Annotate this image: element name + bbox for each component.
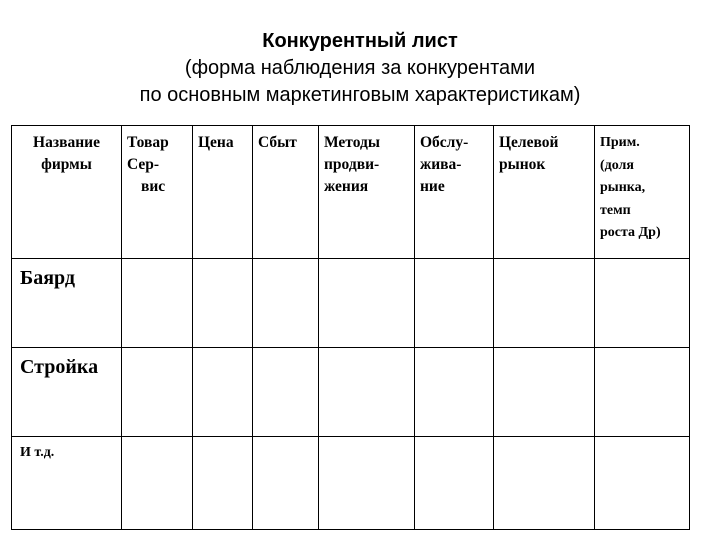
page-title: Конкурентный лист [262, 30, 458, 52]
header-company-name: Название фирмы [12, 126, 122, 259]
table-row [12, 437, 690, 530]
header-notes: Прим. (доля рынка, темп роста Др) [595, 126, 690, 259]
table-cell [595, 259, 690, 348]
table-row [12, 348, 690, 437]
page-subtitle-line-2: по основным маркетинговым характеристикам) [139, 84, 581, 106]
table-cell [253, 259, 319, 348]
table-cell [319, 348, 415, 437]
table-header-row [12, 126, 690, 259]
table-cell [415, 348, 494, 437]
table-cell [319, 259, 415, 348]
header-price: Цена [193, 126, 253, 259]
table-cell [253, 437, 319, 530]
table-cell [415, 437, 494, 530]
table-cell [595, 348, 690, 437]
header-promotion-methods: Методы продви- жения [319, 126, 415, 259]
table-cell [253, 348, 319, 437]
page-header [0, 28, 720, 109]
table-cell [193, 259, 253, 348]
header-sales: Сбыт [253, 126, 319, 259]
row-company-name: Стройка [12, 348, 122, 437]
header-service: Обслу- жива- ние [415, 126, 494, 259]
row-company-name: И т.д. [12, 437, 122, 530]
table-cell [494, 348, 595, 437]
table-cell [122, 348, 193, 437]
row-company-name: Баярд [12, 259, 122, 348]
table-cell [193, 348, 253, 437]
header-product-service: Товар Сер- вис [122, 126, 193, 259]
header-target-market: Целевой рынок [494, 126, 595, 259]
table-cell [122, 259, 193, 348]
table-cell [415, 259, 494, 348]
competitor-table [11, 125, 690, 530]
table-cell [122, 437, 193, 530]
table-cell [494, 437, 595, 530]
table-row [12, 259, 690, 348]
table-cell [494, 259, 595, 348]
table-cell [595, 437, 690, 530]
table-cell [319, 437, 415, 530]
table-cell [193, 437, 253, 530]
page-subtitle-line-1: (форма наблюдения за конкурентами [184, 57, 536, 79]
